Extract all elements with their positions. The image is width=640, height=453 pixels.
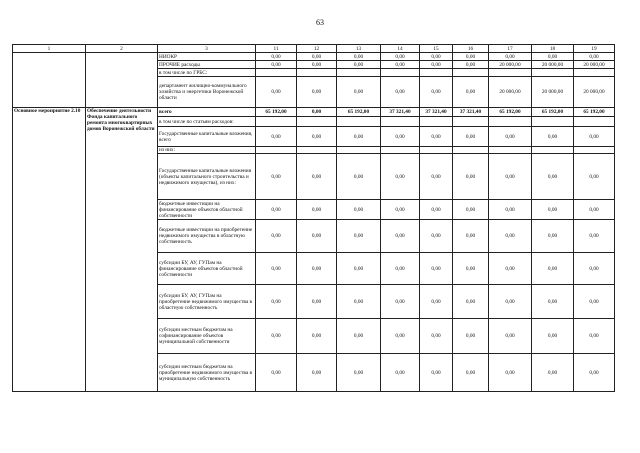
row-label: ПРОЧИЕ расходы [158, 61, 256, 69]
value-cell: 0,00 [256, 61, 297, 69]
value-cell: 0,00 [574, 319, 615, 354]
value-cell: 0,00 [489, 53, 532, 61]
value-cell: 0,00 [381, 127, 420, 147]
value-cell: 0,00 [256, 127, 297, 147]
value-cell [489, 117, 532, 127]
row-label: всего [158, 108, 256, 117]
column-header: 12 [297, 45, 337, 53]
value-cell: 0,00 [574, 127, 615, 147]
value-cell: 0,00 [420, 200, 453, 220]
value-cell: 0,00 [256, 77, 297, 108]
value-cell: 0,00 [489, 200, 532, 220]
value-cell: 65 192,00 [489, 108, 532, 117]
row-label: субсидии местным бюджетам на софинансирование объектов муниципальной собственности [158, 319, 256, 354]
value-cell: 0,00 [489, 354, 532, 392]
value-cell: 0,00 [453, 61, 489, 69]
value-cell: 0,00 [297, 108, 337, 117]
value-cell: 0,00 [532, 253, 574, 285]
value-cell: 0,00 [297, 154, 337, 200]
value-cell: 0,00 [381, 61, 420, 69]
value-cell [420, 69, 453, 77]
value-cell: 0,00 [256, 220, 297, 253]
column-header: 2 [86, 45, 158, 53]
page-number: 63 [316, 18, 324, 27]
value-cell: 0,00 [489, 319, 532, 354]
value-cell: 20 000,00 [532, 61, 574, 69]
value-cell [256, 147, 297, 154]
value-cell: 0,00 [337, 220, 381, 253]
budget-table [12, 44, 615, 392]
value-cell [381, 117, 420, 127]
value-cell: 37 321,40 [453, 108, 489, 117]
column-header: 19 [574, 45, 615, 53]
row-label: субсидии БУ, АУ, ГУПам на финансирование объектов областной собственности [158, 253, 256, 285]
value-cell: 0,00 [532, 200, 574, 220]
value-cell: 0,00 [337, 127, 381, 147]
row-label: Государственные капитальные вложения (объекты капитального строительства и недвижимого имущества), из них: [158, 154, 256, 200]
value-cell [337, 147, 381, 154]
value-cell: 0,00 [297, 354, 337, 392]
value-cell [574, 69, 615, 77]
column-header: 11 [256, 45, 297, 53]
value-cell: 0,00 [489, 127, 532, 147]
value-cell: 37 321,40 [381, 108, 420, 117]
value-cell [489, 147, 532, 154]
value-cell: 0,00 [489, 220, 532, 253]
value-cell: 0,00 [297, 220, 337, 253]
column-header: 13 [337, 45, 381, 53]
value-cell: 0,00 [420, 319, 453, 354]
value-cell: 0,00 [574, 354, 615, 392]
value-cell [453, 117, 489, 127]
value-cell: 0,00 [381, 354, 420, 392]
value-cell: 0,00 [453, 319, 489, 354]
value-cell: 0,00 [337, 154, 381, 200]
value-cell: 0,00 [337, 77, 381, 108]
value-cell: 0,00 [256, 200, 297, 220]
row-label: в том числе по ГРБС: [158, 69, 256, 77]
value-cell [532, 117, 574, 127]
value-cell [381, 147, 420, 154]
value-cell: 0,00 [297, 319, 337, 354]
value-cell: 20 000,00 [489, 77, 532, 108]
value-cell: 0,00 [381, 154, 420, 200]
value-cell [297, 117, 337, 127]
value-cell: 0,00 [453, 354, 489, 392]
value-cell: 0,00 [420, 253, 453, 285]
row-label: бюджетные инвестиции на финансирование объектов областной собственности [158, 200, 256, 220]
activity-code: Основное мероприятие 2.10 [13, 108, 86, 392]
activity-name: Обеспечение деятельности Фонда капитального ремонта многоквартирных домов Воронежской области [86, 108, 158, 392]
value-cell: 0,00 [489, 154, 532, 200]
value-cell [574, 147, 615, 154]
value-cell: 0,00 [453, 285, 489, 319]
value-cell: 0,00 [453, 77, 489, 108]
value-cell: 0,00 [381, 53, 420, 61]
value-cell: 65 192,00 [574, 108, 615, 117]
value-cell: 0,00 [337, 253, 381, 285]
value-cell: 0,00 [337, 200, 381, 220]
value-cell: 20 000,00 [532, 77, 574, 108]
value-cell: 0,00 [574, 154, 615, 200]
column-header: 18 [532, 45, 574, 53]
value-cell: 0,00 [420, 285, 453, 319]
value-cell: 0,00 [420, 154, 453, 200]
value-cell [297, 147, 337, 154]
column-header: 3 [158, 45, 256, 53]
value-cell [256, 69, 297, 77]
value-cell [532, 147, 574, 154]
value-cell: 0,00 [453, 154, 489, 200]
value-cell [337, 69, 381, 77]
value-cell: 0,00 [256, 154, 297, 200]
value-cell: 0,00 [256, 354, 297, 392]
value-cell: 0,00 [381, 200, 420, 220]
value-cell: 0,00 [420, 77, 453, 108]
value-cell: 0,00 [574, 285, 615, 319]
value-cell: 0,00 [489, 253, 532, 285]
value-cell [489, 69, 532, 77]
row-label: субсидии БУ, АУ, ГУПам на приобретение недвижимого имущества в областную собственность [158, 285, 256, 319]
value-cell: 0,00 [453, 53, 489, 61]
value-cell: 0,00 [420, 220, 453, 253]
value-cell: 0,00 [532, 220, 574, 253]
value-cell: 0,00 [574, 220, 615, 253]
value-cell: 65 192,00 [337, 108, 381, 117]
row-label: субсидии местным бюджетам на приобретение недвижимого имущества в муниципальную собственность [158, 354, 256, 392]
value-cell: 0,00 [256, 319, 297, 354]
value-cell: 0,00 [532, 127, 574, 147]
value-cell: 0,00 [532, 319, 574, 354]
row-label: Государственные капитальные вложения, всего [158, 127, 256, 147]
value-cell [453, 69, 489, 77]
row-label: из них: [158, 147, 256, 154]
value-cell: 20 000,00 [489, 61, 532, 69]
value-cell: 0,00 [532, 354, 574, 392]
value-cell: 0,00 [381, 77, 420, 108]
value-cell [381, 69, 420, 77]
value-cell [532, 69, 574, 77]
column-header: 14 [381, 45, 420, 53]
value-cell: 65 192,00 [256, 108, 297, 117]
value-cell: 0,00 [337, 61, 381, 69]
value-cell: 0,00 [532, 154, 574, 200]
value-cell: 0,00 [337, 285, 381, 319]
row-label: департамент жилищно-коммунального хозяйства и энергетики Воронежской области [158, 77, 256, 108]
value-cell: 0,00 [381, 220, 420, 253]
value-cell: 20 000,00 [574, 61, 615, 69]
value-cell: 0,00 [420, 127, 453, 147]
value-cell: 0,00 [256, 285, 297, 319]
column-header: 16 [453, 45, 489, 53]
value-cell: 0,00 [420, 354, 453, 392]
value-cell: 0,00 [453, 127, 489, 147]
value-cell: 0,00 [297, 77, 337, 108]
value-cell: 65 192,00 [532, 108, 574, 117]
value-cell [297, 69, 337, 77]
value-cell: 0,00 [420, 61, 453, 69]
value-cell: 0,00 [489, 285, 532, 319]
value-cell: 0,00 [453, 253, 489, 285]
value-cell: 0,00 [297, 53, 337, 61]
blank-cell [86, 53, 158, 108]
value-cell: 0,00 [337, 53, 381, 61]
value-cell: 0,00 [297, 127, 337, 147]
header-row [13, 45, 615, 53]
value-cell: 0,00 [297, 200, 337, 220]
value-cell: 0,00 [453, 220, 489, 253]
value-cell: 0,00 [453, 200, 489, 220]
row-label: бюджетные инвестиции на приобретение недвижимого имущества в областную собственность [158, 220, 256, 253]
value-cell: 20 000,00 [574, 77, 615, 108]
value-cell: 0,00 [381, 285, 420, 319]
value-cell: 0,00 [574, 253, 615, 285]
value-cell: 0,00 [381, 319, 420, 354]
value-cell: 0,00 [381, 253, 420, 285]
row-label: в том числе по статьям расходов: [158, 117, 256, 127]
value-cell [574, 117, 615, 127]
value-cell: 0,00 [256, 53, 297, 61]
value-cell: 0,00 [297, 61, 337, 69]
value-cell [420, 147, 453, 154]
table-row [13, 53, 615, 61]
value-cell: 37 321,40 [420, 108, 453, 117]
column-header: 1 [13, 45, 86, 53]
value-cell: 0,00 [532, 53, 574, 61]
value-cell: 0,00 [420, 53, 453, 61]
value-cell: 0,00 [574, 200, 615, 220]
value-cell [420, 117, 453, 127]
value-cell: 0,00 [297, 285, 337, 319]
column-header: 15 [420, 45, 453, 53]
table-row [13, 108, 615, 117]
row-label: НИОКР [158, 53, 256, 61]
value-cell: 0,00 [337, 319, 381, 354]
value-cell: 0,00 [574, 53, 615, 61]
value-cell: 0,00 [256, 253, 297, 285]
value-cell [453, 147, 489, 154]
blank-cell [13, 53, 86, 108]
value-cell: 0,00 [337, 354, 381, 392]
value-cell [256, 117, 297, 127]
value-cell: 0,00 [297, 253, 337, 285]
value-cell [337, 117, 381, 127]
value-cell: 0,00 [532, 285, 574, 319]
column-header: 17 [489, 45, 532, 53]
